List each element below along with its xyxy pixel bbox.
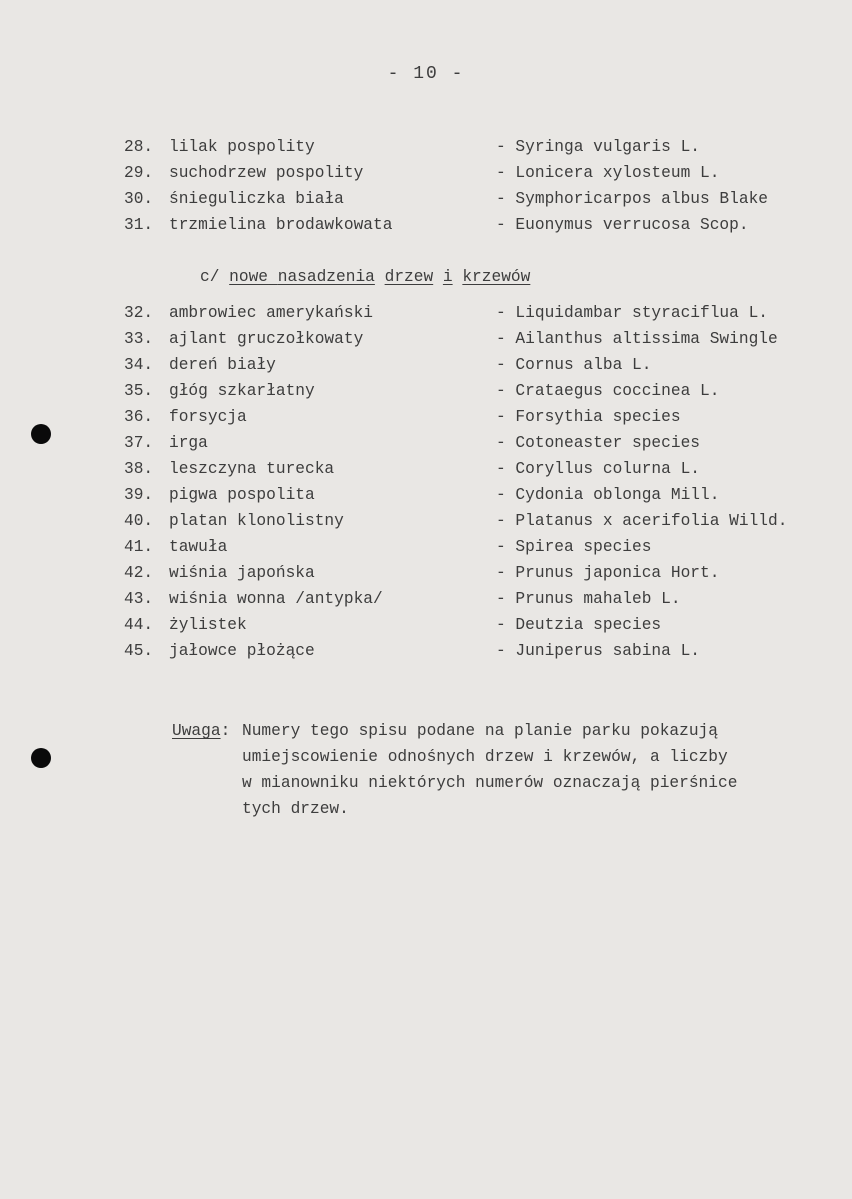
- note-label-word: Uwaga: [172, 722, 221, 740]
- section-heading: [200, 268, 530, 286]
- note-line: tych drzew.: [242, 800, 349, 818]
- list-item: [124, 190, 824, 212]
- heading-gap: [268, 268, 278, 286]
- note-label-colon: :: [220, 722, 231, 740]
- polish-name: śnieguliczka biała: [169, 190, 344, 208]
- latin-name: - Lonicera xylosteum L.: [496, 164, 720, 182]
- polish-name: żylistek: [169, 616, 247, 634]
- list-item: [124, 304, 824, 326]
- list-item: [124, 330, 824, 352]
- latin-name: - Cydonia oblonga Mill.: [496, 486, 720, 504]
- polish-name: trzmielina brodawkowata: [169, 216, 393, 234]
- polish-name: irga: [169, 434, 208, 452]
- page-number: - 10 -: [387, 64, 465, 84]
- heading-word: krzewów: [462, 268, 531, 286]
- latin-name: - Spirea species: [496, 538, 652, 556]
- item-number: 42.: [124, 564, 154, 582]
- list-item: [124, 642, 824, 664]
- latin-name: - Forsythia species: [496, 408, 681, 426]
- item-number: 33.: [124, 330, 154, 348]
- latin-name: - Deutzia species: [496, 616, 662, 634]
- polish-name: wiśnia wonna /antypka/: [169, 590, 383, 608]
- list-item: [124, 616, 824, 638]
- latin-name: - Symphoricarpos albus Blake: [496, 190, 768, 208]
- note-label: [172, 718, 230, 744]
- polish-name: wiśnia japońska: [169, 564, 315, 582]
- list-item: [124, 460, 824, 482]
- polish-name: lilak pospolity: [169, 138, 315, 156]
- polish-name: suchodrzew pospolity: [169, 164, 364, 182]
- polish-name: forsycja: [169, 408, 247, 426]
- polish-name: leszczyna turecka: [169, 460, 335, 478]
- item-number: 30.: [124, 190, 154, 208]
- latin-name: - Prunus mahaleb L.: [496, 590, 681, 608]
- latin-name: - Coryllus colurna L.: [496, 460, 700, 478]
- item-number: 38.: [124, 460, 154, 478]
- latin-name: - Juniperus sabina L.: [496, 642, 700, 660]
- item-number: 41.: [124, 538, 154, 556]
- list-item: [124, 486, 824, 508]
- item-number: 40.: [124, 512, 154, 530]
- polish-name: platan klonolistny: [169, 512, 344, 530]
- heading-word: nowe: [229, 268, 269, 286]
- latin-name: - Ailanthus altissima Swingle: [496, 330, 778, 348]
- note-line: w mianowniku niektórych numerów oznaczają pierśnice: [242, 774, 738, 792]
- section-prefix: c/: [200, 268, 220, 286]
- list-item: [124, 512, 824, 534]
- item-number: 43.: [124, 590, 154, 608]
- punch-hole-top: [31, 424, 51, 444]
- polish-name: jałowce płożące: [169, 642, 315, 660]
- latin-name: - Cornus alba L.: [496, 356, 652, 374]
- latin-name: - Cotoneaster species: [496, 434, 700, 452]
- polish-name: ajlant gruczołkowaty: [169, 330, 364, 348]
- item-number: 32.: [124, 304, 154, 322]
- heading-word: nasadzenia: [277, 268, 375, 286]
- latin-name: - Syringa vulgaris L.: [496, 138, 700, 156]
- list-item: [124, 564, 824, 586]
- list-item: [124, 356, 824, 378]
- latin-name: - Prunus japonica Hort.: [496, 564, 720, 582]
- latin-name: - Crataegus coccinea L.: [496, 382, 720, 400]
- note-line: umiejscowienie odnośnych drzew i krzewów, a liczby: [242, 748, 728, 766]
- list-item: [124, 216, 824, 238]
- polish-name: pigwa pospolita: [169, 486, 315, 504]
- polish-name: ambrowiec amerykański: [169, 304, 373, 322]
- latin-name: - Platanus x acerifolia Willd.: [496, 512, 788, 530]
- list-item: [124, 590, 824, 612]
- item-number: 44.: [124, 616, 154, 634]
- note-text: [242, 718, 822, 822]
- list-item: [124, 408, 824, 430]
- item-number: 36.: [124, 408, 154, 426]
- item-number: 28.: [124, 138, 154, 156]
- heading-word: drzew: [384, 268, 434, 286]
- item-number: 29.: [124, 164, 154, 182]
- latin-name: - Euonymus verrucosa Scop.: [496, 216, 749, 234]
- list-item: [124, 382, 824, 404]
- polish-name: dereń biały: [169, 356, 276, 374]
- list-item: [124, 138, 824, 160]
- polish-name: tawuła: [169, 538, 228, 556]
- latin-name: - Liquidambar styraciflua L.: [496, 304, 768, 322]
- punch-hole-bottom: [31, 748, 51, 768]
- item-number: 37.: [124, 434, 154, 452]
- item-number: 31.: [124, 216, 154, 234]
- heading-word: i: [442, 268, 453, 286]
- item-number: 45.: [124, 642, 154, 660]
- note-line: Numery tego spisu podane na planie parku pokazują: [242, 722, 718, 740]
- item-number: 35.: [124, 382, 154, 400]
- item-number: 39.: [124, 486, 154, 504]
- item-number: 34.: [124, 356, 154, 374]
- list-item: [124, 434, 824, 456]
- list-item: [124, 538, 824, 560]
- polish-name: głóg szkarłatny: [169, 382, 315, 400]
- list-item: [124, 164, 824, 186]
